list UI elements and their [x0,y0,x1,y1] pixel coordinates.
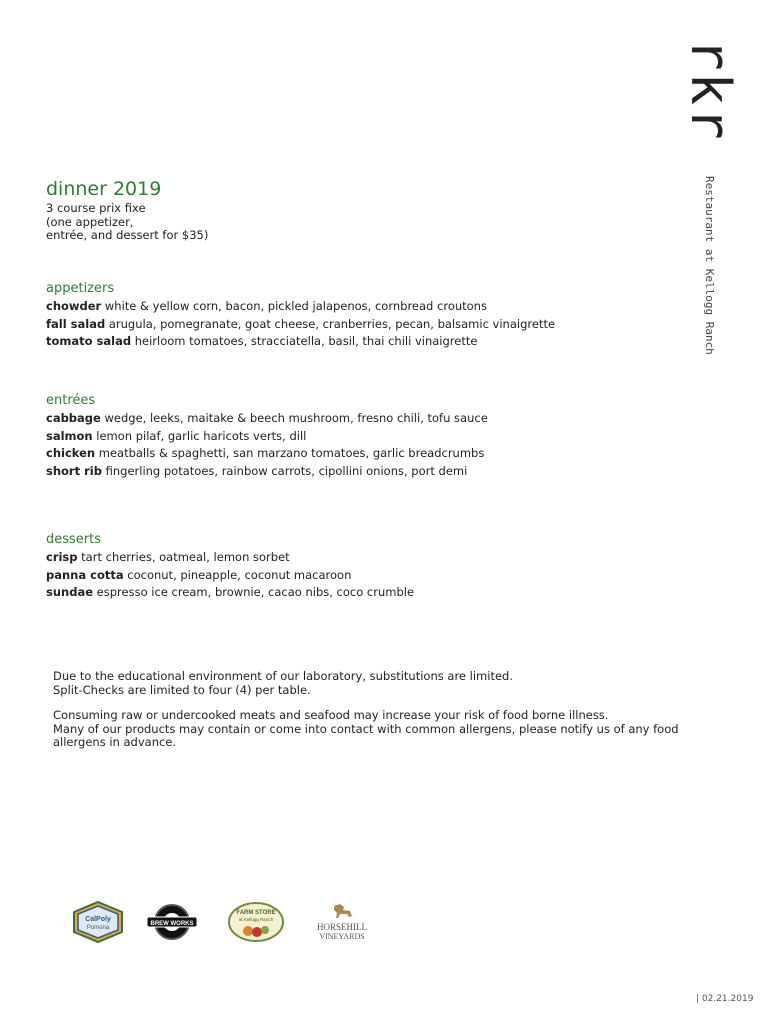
horsehill-logo-line1: HORSEHILL [317,922,367,932]
item-name: sundae [46,585,94,599]
item-name: fall salad [46,316,106,331]
menu-subtitle [46,202,208,243]
menu-title: dinner 2019 [46,178,162,200]
section-heading-appetizers: appetizers [46,281,115,296]
item-description: tart cherries, oatmeal, lemon sorbet [81,550,290,564]
item-description: heirloom tomatoes, stracciatella, basil, thai chili vinaigrette [134,334,478,348]
menu-item [46,445,666,463]
section-heading-entrees: entrées [46,393,96,408]
appetizers-list [46,298,666,351]
item-description: lemon pilaf, garlic haricots verts, dill [96,428,307,443]
brew-works-logo [144,900,200,944]
item-description: meatballs & spaghetti, san marzano tomatoes, garlic breadcrumbs [98,446,485,460]
item-description: coconut, pineapple, coconut macaroon [127,567,352,582]
note-substitutions: Due to the educational environment of our laboratory, substitutions are limited. [53,669,513,683]
calpoly-logo-line2: Pomona [86,925,110,931]
menu-item [46,567,666,585]
note-food-safety: Consuming raw or undercooked meats and seafood may increase your risk of food borne illness. [53,708,609,722]
farm-store-logo-line1: FARM STORE [236,910,276,916]
subtitle-line: (one appetizer, [46,214,134,229]
item-name: tomato salad [46,334,132,348]
menu-item [46,584,666,602]
item-description: wedge, leeks, maitake & beech mushroom, fresno chili, tofu sauce [104,411,488,425]
item-name: chicken [46,446,96,460]
farm-store-logo [226,900,286,944]
menu-item [46,410,666,428]
brand-logo [680,38,740,158]
subtitle-line: entrée, and dessert for $35) [46,228,209,242]
horsehill-vineyards-logo [306,900,378,944]
menu-item [46,463,666,481]
policy-notes [53,670,713,750]
calpoly-logo-line1: CalPoly [85,916,111,923]
brand-tagline-text: Restaurant at Kellogg Ranch [703,176,716,355]
menu-item [46,549,666,567]
note-split-checks: Split-Checks are limited to four (4) per table. [53,682,311,697]
menu-item [46,428,666,446]
item-name: short rib [46,463,102,478]
item-description: white & yellow corn, bacon, pickled jalapenos, cornbread croutons [104,299,487,313]
horsehill-logo-line2: VINEYARDS [319,932,365,941]
item-name: cabbage [46,411,101,425]
item-name: panna cotta [46,567,124,582]
item-description: arugula, pomegranate, goat cheese, cranberries, pecan, balsamic vinaigrette [108,316,556,331]
brand-tagline [700,176,720,355]
note-allergens: Many of our products may contain or come into contact with common allergens, please notify us of any food allergens in advance. [53,721,679,749]
farm-store-logo-line2: at Kellogg Ranch [238,917,274,922]
desserts-list [46,549,666,602]
menu-item [46,333,666,351]
brew-logo-text: BREW WORKS [150,921,194,927]
subtitle-line: 3 course prix fixe [46,201,146,215]
brand-logo-text: rkr [679,38,742,142]
item-name: chowder [46,299,102,313]
section-heading-desserts: desserts [46,532,102,547]
menu-item [46,316,666,334]
item-name: salmon [46,428,93,443]
item-name: crisp [46,550,78,564]
entrees-list [46,410,666,480]
footer-date: | 02.21.2019 [696,994,754,1004]
item-description: fingerling potatoes, rainbow carrots, cipollini onions, port demi [105,463,468,478]
item-description: espresso ice cream, brownie, cacao nibs, coco crumble [96,585,415,599]
calpoly-pomona-logo [70,900,126,944]
menu-item [46,298,666,316]
